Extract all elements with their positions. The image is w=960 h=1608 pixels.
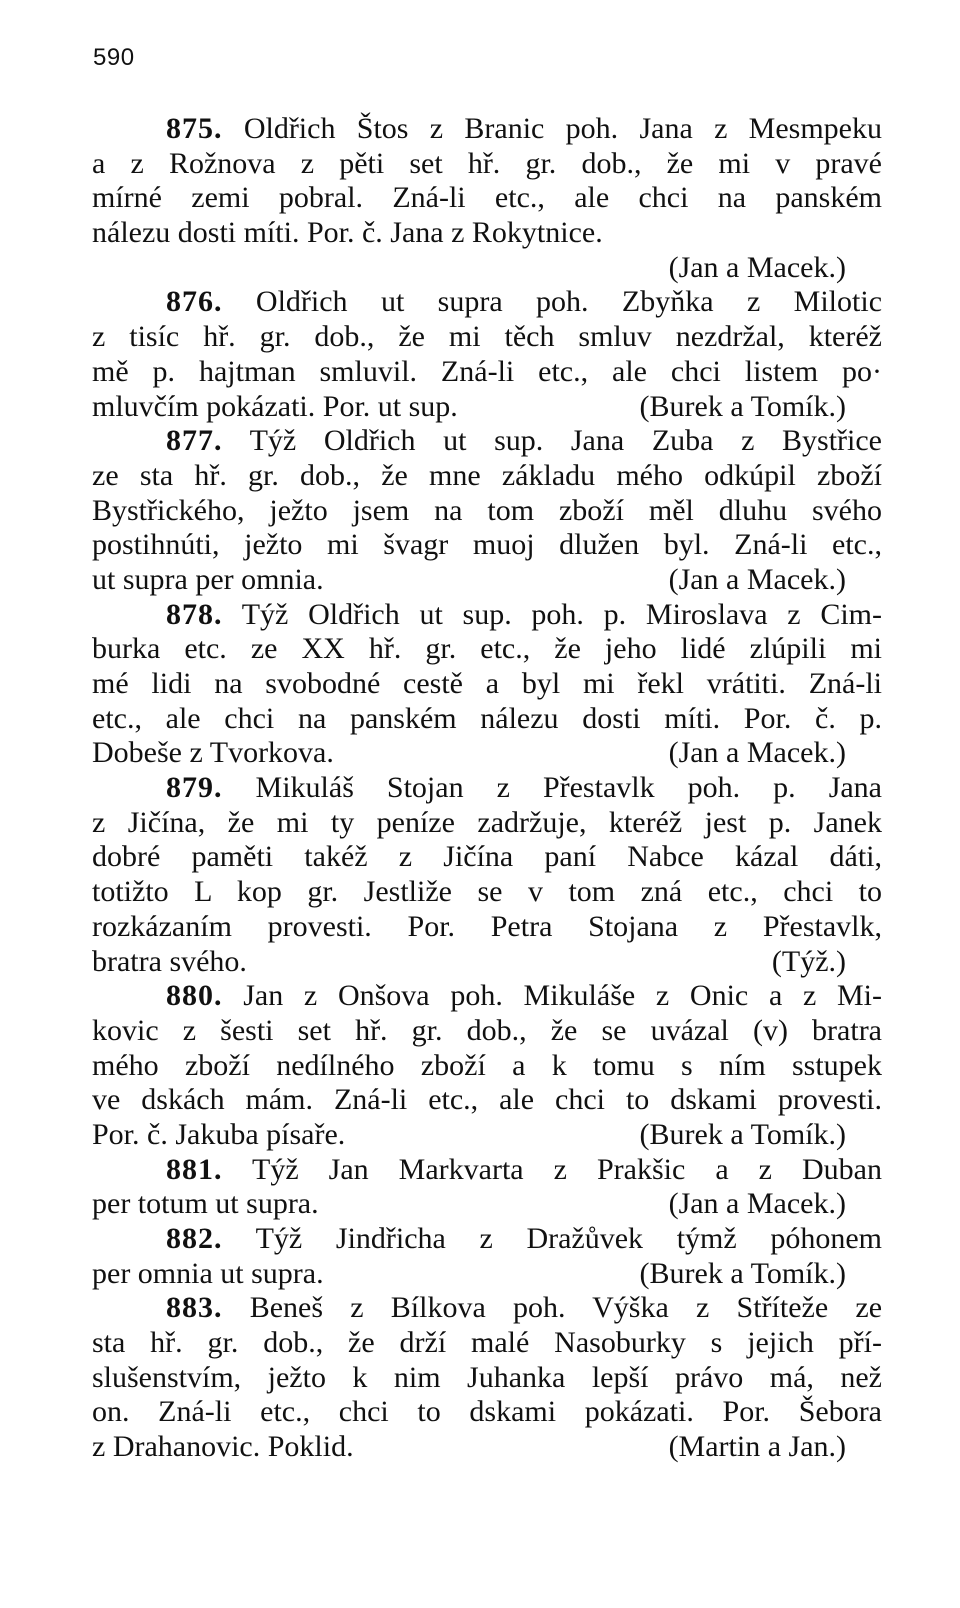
entry-line: dobré paměti takéž z Jičína paní Nabce kázal dáti, [92, 840, 882, 874]
entry-line: Por. č. Jakuba písaře. (Burek a Tomík.) [92, 1118, 882, 1153]
entry-876 [92, 285, 882, 424]
entry-number: 875. [166, 112, 223, 145]
entry-line: 876. Oldřich ut supra poh. Zbyňka z Milotic [166, 285, 883, 319]
entry-attestation: (Jan a Macek.) [668, 1187, 846, 1221]
entry-line: 877. Týž Oldřich ut sup. Jana Zuba z Bystřice [166, 424, 882, 458]
entry-line: ve dskách mám. Zná-li etc., ale chci to dskami provesti. [92, 1083, 882, 1117]
entry-line: z Drahanovic. Poklid. (Martin a Jan.) [92, 1430, 882, 1465]
entry-line: Bystřického, ježto jsem na tom zboží měl dluhu svého [92, 493, 882, 527]
entry-882 [92, 1222, 882, 1291]
entry-line: rozkázaním provesti. Por. Petra Stojana z Přestavlk, [92, 909, 882, 943]
entry-line: 878. Týž Oldřich ut sup. poh. p. Miroslava z Cim- [166, 597, 882, 631]
entry-875 [92, 112, 882, 285]
entry-line: Dobeše z Tvorkova. (Jan a Macek.) [92, 736, 882, 771]
entry-line: 880. Jan z Onšova poh. Mikuláše z Onic a z Mi- [166, 979, 883, 1013]
entry-number: 879. [166, 771, 223, 805]
entry-number: 881. [166, 1152, 223, 1186]
entry-line: mé lidi na svobodné cestě a byl mi řekl vrátiti. Zná-li [92, 667, 882, 700]
entry-attestation: (Jan a Macek.) [668, 736, 846, 770]
entry-line: ut supra per omnia. (Jan a Macek.) [92, 563, 882, 598]
entry-line: burka etc. ze XX hř. gr. etc., že jeho lidé zlúpili mi [92, 632, 882, 666]
entry-attestation: (Martin a Jan.) [668, 1430, 846, 1464]
entry-number: 883. [166, 1291, 223, 1325]
entry-880 [92, 979, 882, 1152]
entry-881 [92, 1153, 882, 1222]
entry-line: 875. Oldřich Štos z Branic poh. Jana z Mesmpeku [166, 112, 882, 145]
entry-attestation: (Jan a Macek.) [668, 250, 846, 284]
entry-attestation: (Burek a Tomík.) [639, 1256, 846, 1290]
entry-attestation: (Burek a Tomík.) [639, 1117, 846, 1151]
entry-line: 882. Týž Jindřicha z Dražůvek týmž póhonem [166, 1222, 882, 1255]
entry-number: 880. [166, 979, 223, 1013]
entry-line: z tisíc hř. gr. dob., že mi těch smluv nezdržal, kteréž [92, 320, 882, 354]
entry-number: 876. [166, 285, 223, 319]
entry-line: mého zboží nedílného zboží a k tomu s ním sstupek [92, 1048, 882, 1082]
entry-883 [92, 1291, 882, 1464]
entry-879 [92, 771, 882, 979]
entry-line: 879. Mikuláš Stojan z Přestavlk poh. p. Jana [166, 771, 882, 805]
entry-line: mírné zemi pobral. Zná-li etc., ale chci na panském [92, 181, 882, 215]
entry-line: slušenstvím, ježto k nim Juhanka lepší právo má, než [92, 1360, 882, 1394]
entry-line: etc., ale chci na panském nálezu dosti míti. Por. č. p. [92, 701, 882, 735]
entry-878 [92, 598, 882, 771]
page-number: 590 [93, 44, 135, 71]
entry-line: 881. Týž Jan Markvarta z Prakšic a z Duban [166, 1152, 883, 1186]
entry-line: mě p. hajtman smluvil. Zná-li etc., ale chci listem po· [92, 354, 882, 388]
entry-number: 882. [166, 1222, 223, 1255]
entry-line: on. Zná-li etc., chci to dskami pokázati. Por. Šebora [92, 1395, 882, 1429]
entry-number: 878. [166, 597, 223, 631]
entry-attestation: (Jan a Macek.) [668, 562, 846, 596]
entry-line: per totum ut supra. (Jan a Macek.) [92, 1187, 882, 1222]
entry-line: bratra svého. (Týž.) [92, 945, 882, 980]
entry-line: kovic z šesti set hř. gr. dob., že se uvázal (v) bratra [92, 1013, 882, 1047]
page-body [92, 112, 882, 1465]
entry-line: ze sta hř. gr. dob., že mne základu mého odkúpil zboží [92, 458, 882, 492]
entry-line: totižto L kop gr. Jestliže se v tom zná etc., chci to [92, 875, 882, 909]
entry-line: mluvčím pokázati. Por. ut sup. (Burek a Tomík.) [92, 390, 882, 425]
entry-line: z Jičína, že mi ty peníze zadržuje, kteréž jest p. Janek [92, 805, 882, 839]
entry-line: 883. Beneš z Bílkova poh. Výška z Stříteže ze [166, 1291, 883, 1325]
entry-attestation: (Burek a Tomík.) [639, 389, 846, 423]
entry-line: a z Rožnova z pěti set hř. gr. dob., že mi v pravé [92, 146, 882, 180]
entry-line: sta hř. gr. dob., že drží malé Nasoburky s jejich pří- [92, 1326, 882, 1360]
entry-line: per omnia ut supra. (Burek a Tomík.) [92, 1257, 882, 1292]
entry-line: postihnúti, ježto mi švagr muoj dlužen byl. Zná-li etc., [92, 528, 882, 562]
entry-number: 877. [166, 424, 223, 458]
entry-line: nálezu dosti míti. Por. č. Jana z Rokytnice. [92, 216, 603, 250]
entry-attestation: (Týž.) [771, 944, 846, 978]
entry-877 [92, 424, 882, 597]
